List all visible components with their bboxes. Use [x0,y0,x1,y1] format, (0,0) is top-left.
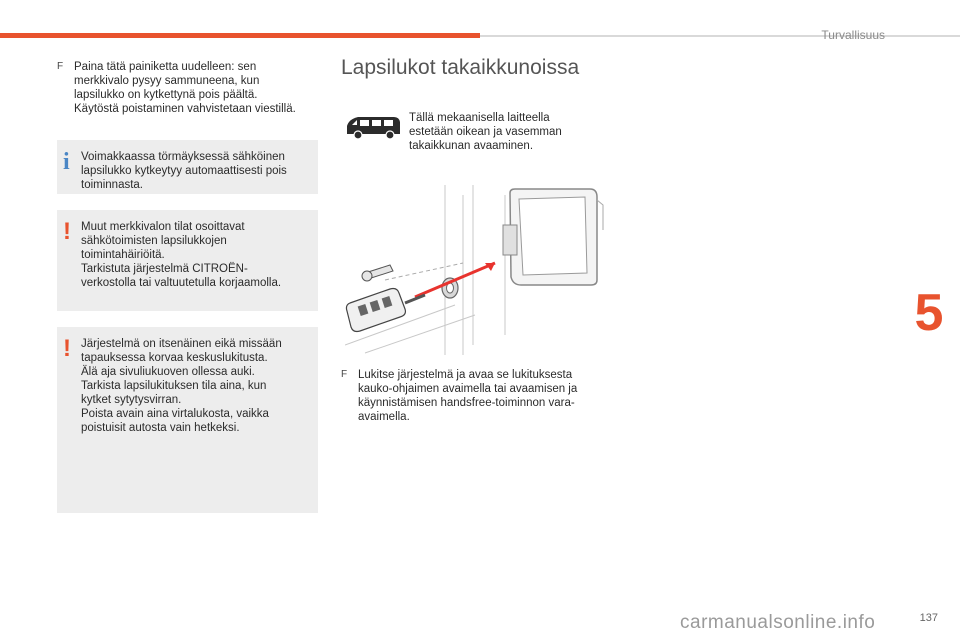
key-lock-illustration [345,185,605,355]
watermark: carmanualsonline.info [680,612,876,633]
warning-text: Järjestelmä on itsenäinen eikä missään tapauksessa korvaa keskuslukitusta. Älä aja sivuliukuoven ollessa auki. Tarkista lapsilukituksen tila aina, kun kytket sytytysvirran. Poista avain aina virtalukosta, vaikka poistuisit autosta vain hetkeksi. [81,338,282,434]
warning-icon: ! [63,218,71,245]
info-text: Voimakkaassa törmäyksessä sähköinen lapsilukko kytkeytyy automaattisesti pois toiminnasta. [81,151,287,191]
van-icon [344,114,402,142]
bullet-item [341,368,611,424]
warning-icon: ! [63,335,71,362]
section-title: Turvallisuus [821,28,885,42]
info-icon: i [63,149,70,175]
warning-text: Muut merkkivalon tilat osoittavat sähkötoimisten lapsilukkojen toimintahäiriöitä. Tarkistuta järjestelmä CITROËN- verkostolla tai valtuutetulla korjaamolla. [81,221,282,289]
page-number: 137 [919,612,938,624]
warning-box [57,210,318,311]
info-box [57,140,318,194]
bullet-text: Lukitse järjestelmä ja avaa se lukituksesta kauko-ohjaimen avaimella tai avaamisen ja käynnistämisen handsfree-toiminnon vara- avaimella. [358,369,578,423]
bullet-item [57,60,327,116]
header-accent-bar [0,33,480,38]
header-divider [480,35,960,37]
bullet-marker: F [341,369,348,380]
bullet-text: Paina tätä painiketta uudelleen: sen merkkivalo pysyy sammuneena, kun lapsilukko on kytkettynä pois päältä. Käytöstä poistaminen vahvistetaan viestillä. [74,61,296,115]
chapter-number: 5 [898,270,960,356]
section-heading: Lapsilukot takaikkunoissa [341,56,580,79]
warning-box [57,327,318,513]
intro-text: Tällä mekaanisella laitteella estetään oikean ja vasemman takaikkunan avaaminen. [409,112,562,152]
bullet-marker: F [57,61,64,72]
